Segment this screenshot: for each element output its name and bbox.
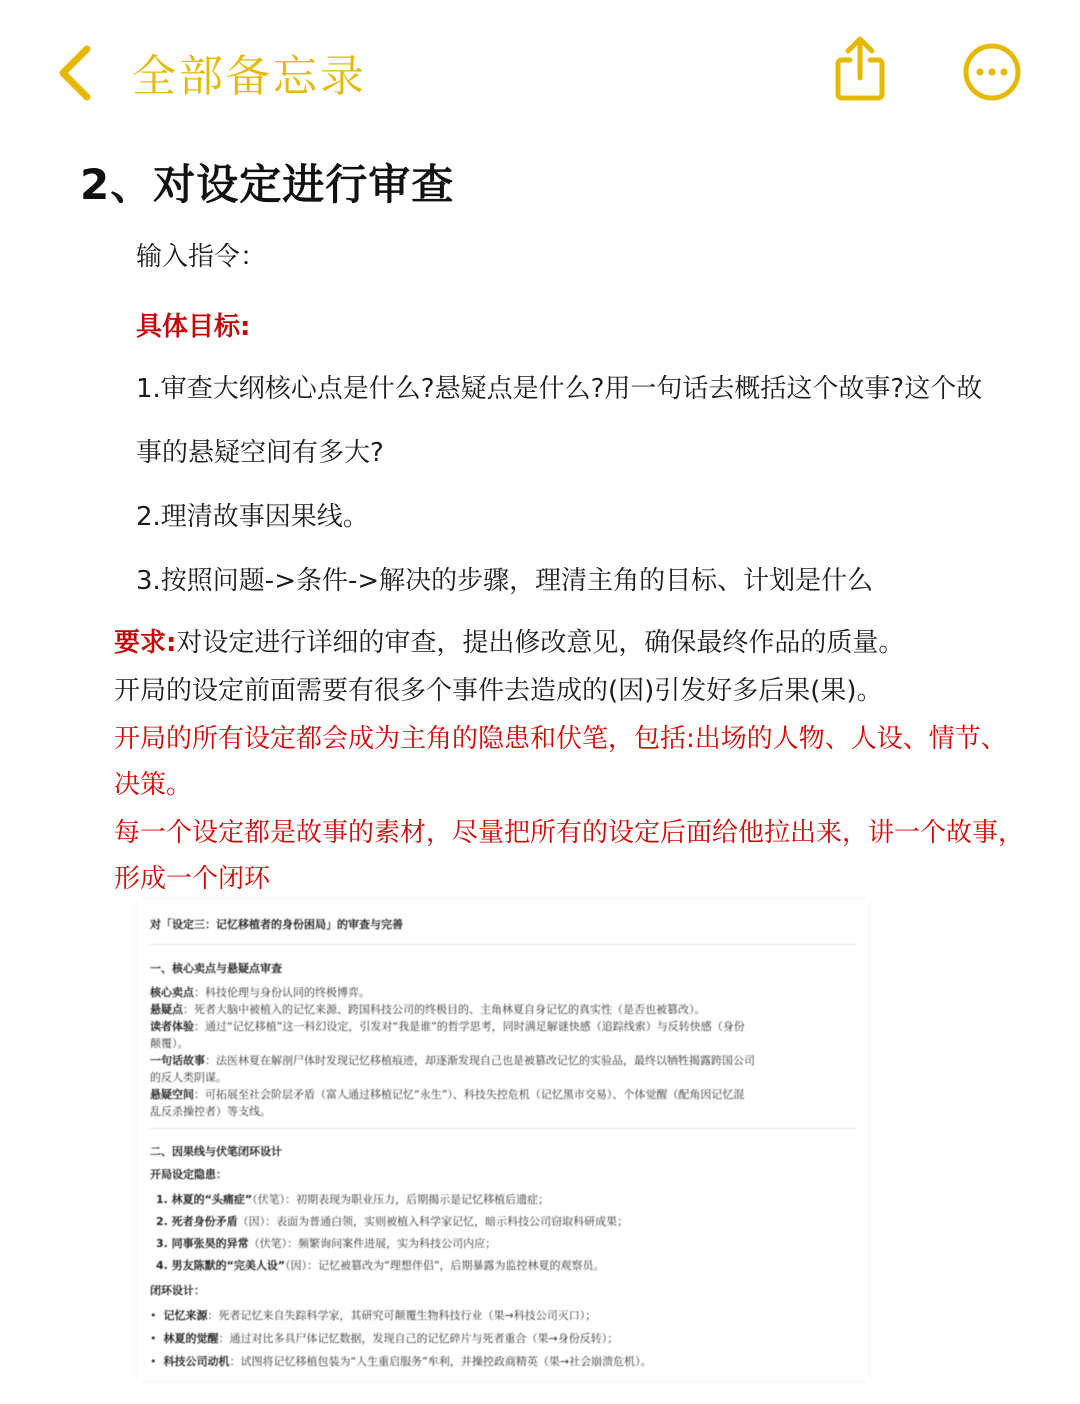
doc-item: 颠覆）。 bbox=[150, 1037, 189, 1050]
paragraph-3-line1: 每一个设定都是故事的素材，尽量把所有的设定后面给他拉出来，讲一个故事， bbox=[114, 818, 1025, 848]
doc-subsection: 开局设定隐患： bbox=[150, 1168, 227, 1181]
doc-item: 一句话故事：法医林夏在解剖尸体时发现记忆移植痕迹，却逐渐发现自己也是被篡改记忆的实验品，最终以牺牲揭露跨国公司 bbox=[150, 1054, 755, 1067]
doc-item: 核心卖点：科技伦理与身份认同的终极博弈。 bbox=[150, 986, 370, 999]
doc-bullet-item: • 记忆来源：死者记忆来自失踪科学家，其研究可颠覆生物科技行业（果→科技公司灭口）； bbox=[150, 1309, 597, 1322]
share-button[interactable] bbox=[828, 34, 892, 104]
divider bbox=[150, 944, 856, 945]
doc-bullet-item: • 科技公司动机：试图将记忆移植包装为“人生重启服务”牟利，并操控政商精英（果→社会崩溃危机）。 bbox=[150, 1355, 652, 1368]
more-button[interactable] bbox=[962, 42, 1022, 102]
doc-item: 2. 死者身份矛盾（因）：表面为普通白领，实则被植入科学家记忆，暗示科技公司窃取科研成果； bbox=[156, 1215, 629, 1228]
embedded-document-image bbox=[138, 900, 868, 1380]
back-label[interactable]: 全部备忘录 bbox=[132, 51, 367, 102]
goal-2: 2.理清故事因果线。 bbox=[136, 502, 369, 532]
chevron-left-icon bbox=[55, 45, 95, 101]
doc-item: 乱反杀操控者）等支线。 bbox=[150, 1105, 271, 1118]
goal-3: 3.按照问题->条件->解决的步骤，理清主角的目标、计划是什么 bbox=[136, 566, 874, 596]
goal-1-line2: 事的悬疑空间有多大? bbox=[136, 438, 384, 468]
doc-item: 悬疑点：死者大脑中被植入的记忆来源、跨国科技公司的终极目的、主角林夏自身记忆的真实性（是否也被篡改）。 bbox=[150, 1003, 706, 1016]
doc-item: 读者体验：通过“记忆移植”这一科幻设定，引发对“我是谁”的哲学思考，同时满足解谜快感（追踪线索）与反转快感（身份 bbox=[150, 1020, 745, 1033]
divider bbox=[150, 1128, 856, 1129]
doc-item: 悬疑空间：可拓展至社会阶层矛盾（富人通过移植记忆“永生”）、科技失控危机（记忆黑市交易）、个体觉醒（配角因记忆混 bbox=[150, 1088, 745, 1101]
doc-subsection: 闭环设计： bbox=[150, 1284, 205, 1297]
requirement-text: 对设定进行详细的审查，提出修改意见，确保最终作品的质量。 bbox=[176, 628, 905, 658]
note-heading: 2、对设定进行审查 bbox=[80, 160, 455, 209]
doc-section-1: 一、核心卖点与悬疑点审查 bbox=[150, 962, 282, 975]
doc-section-2: 二、因果线与伏笔闭环设计 bbox=[150, 1145, 282, 1158]
ellipsis-circle-icon bbox=[962, 42, 1022, 102]
requirement-line bbox=[114, 622, 904, 659]
paragraph-1: 开局的设定前面需要有很多个事件去造成的(因)引发好多后果(果)。 bbox=[114, 676, 883, 706]
doc-item: 4. 男友陈默的“完美人设”（因）：记忆被篡改为“理想伴侣”，后期暴露为监控林夏的观察员。 bbox=[156, 1259, 605, 1272]
requirement-label: 要求: bbox=[114, 628, 177, 658]
paragraph-2-line1: 开局的所有设定都会成为主角的隐患和伏笔，包括:出场的人物、人设、情节、 bbox=[114, 724, 1007, 754]
goal-title: 具体目标: bbox=[136, 312, 251, 342]
doc-bullet-item: • 林夏的觉醒：通过对比多具尸体记忆数据，发现自己的记忆碎片与死者重合（果→身份反转）； bbox=[150, 1332, 619, 1345]
doc-item: 1. 林夏的“头痛症”（伏笔）：初期表现为职业压力，后期揭示是记忆移植后遗症； bbox=[156, 1193, 550, 1206]
share-icon bbox=[828, 34, 892, 104]
back-button[interactable] bbox=[55, 38, 115, 108]
doc-item: 的反人类阴谋。 bbox=[150, 1071, 227, 1084]
paragraph-3-line2: 形成一个闭环 bbox=[114, 864, 271, 894]
input-label: 输入指令： bbox=[136, 242, 267, 272]
goal-1-line1: 1.审查大纲核心点是什么?悬疑点是什么?用一句话去概括这个故事?这个故 bbox=[136, 374, 983, 404]
paragraph-2-line2: 决策。 bbox=[114, 770, 193, 800]
doc-item: 3. 同事张昊的异常（伏笔）：频繁询问案件进展，实为科技公司内应； bbox=[156, 1237, 497, 1250]
doc-title: 对「设定三：记忆移植者的身份困局」的审查与完善 bbox=[150, 918, 403, 931]
navigation-bar bbox=[0, 0, 1080, 140]
